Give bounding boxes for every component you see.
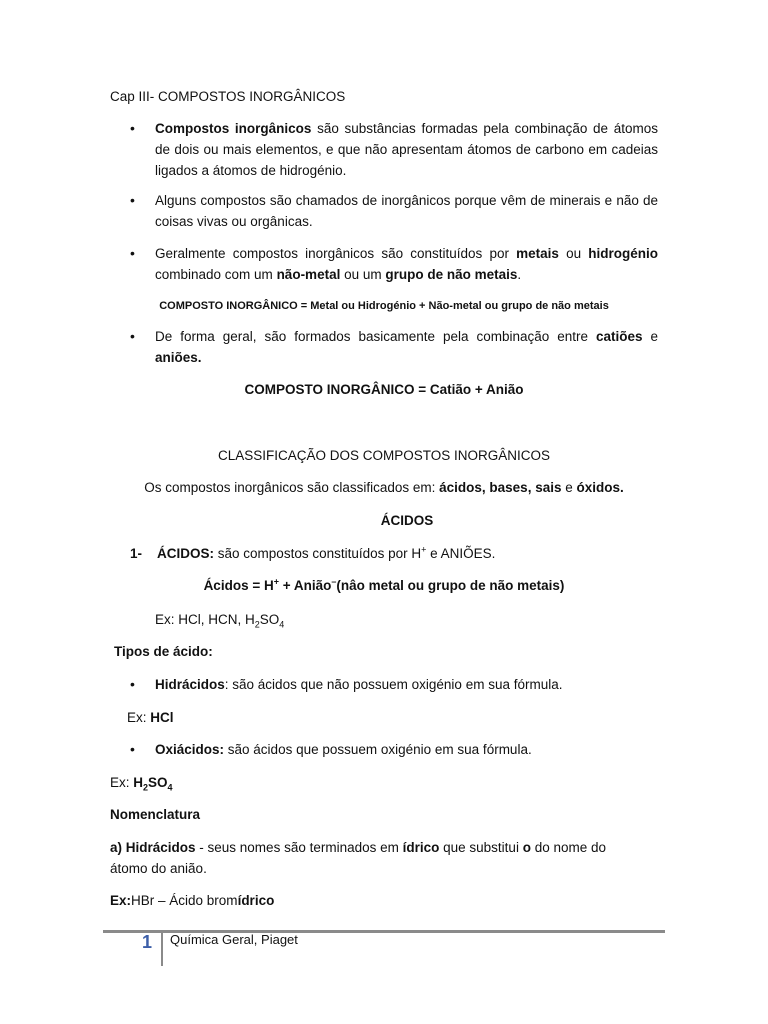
bullet-paragraph-3: Geralmente compostos inorgânicos são constituídos por metais ou hidrogénio combinado com um não-metal ou um grupo de não metais. (155, 246, 658, 282)
page-number: 1 (142, 932, 153, 952)
bullet-icon: • (130, 741, 135, 757)
hidracidos-example: Ex: HCl (127, 710, 174, 725)
acid-definition: 1- ÁCIDOS: são compostos constituídos por H+ e ANIÕES. (130, 544, 496, 561)
oxiacidos-definition: Oxiácidos: são ácidos que possuem oxigénio em sua fórmula. (155, 742, 532, 757)
nomenclatura-heading: Nomenclatura (110, 807, 201, 822)
footer-divider (161, 930, 163, 966)
formula-composto-inorganico-detalhada: COMPOSTO INORGÂNICO = Metal ou Hidrogénio + Não-metal ou grupo de não metais (159, 300, 609, 312)
classification-heading: CLASSIFICAÇÃO DOS COMPOSTOS INORGÂNICOS (217, 448, 551, 463)
classification-text: Os compostos inorgânicos são classificados em: ácidos, bases, sais e óxidos. (144, 480, 624, 495)
bullet-icon: • (130, 120, 135, 136)
chapter-title: Cap III- COMPOSTOS INORGÂNICOS (110, 89, 346, 104)
bullet-icon: • (130, 192, 135, 208)
bullet-paragraph-4: De forma geral, são formados basicamente pela combinação entre catiões e aniões. (155, 329, 658, 365)
bullet-paragraph-2: Alguns compostos são chamados de inorgânicos porque vêm de minerais e não de coisas vivas ou orgânicas. (155, 193, 658, 229)
hidracidos-definition: Hidrácidos: são ácidos que não possuem oxigénio em sua fórmula. (155, 677, 563, 692)
bullet-icon: • (130, 245, 135, 261)
acid-formula: Ácidos = H+ + Anião–(nâo metal ou grupo de não metais) (203, 576, 565, 593)
bullet-paragraph-1: Compostos inorgânicos são substâncias formadas pela combinação de átomos de dois ou mais elementos, e que não apresentam átomos de carbono em cadeias ligados a átomos de hidrogénio. (155, 121, 658, 178)
bullet-icon: • (130, 676, 135, 692)
oxiacidos-example: Ex: $H_2SO_4$ (110, 775, 173, 793)
acid-types-heading: Tipos de ácido: (114, 644, 213, 659)
nomenclatura-example: Ex:HBr – Ácido bromídrico (110, 893, 275, 908)
acid-examples: Ex: HCl, HCN, $H_2SO_4$ (155, 612, 285, 630)
acids-heading: ÁCIDOS (380, 513, 434, 528)
bullet-icon: • (130, 328, 135, 344)
formula-composto-inorganico-simples: COMPOSTO INORGÂNICO = Catião + Anião (244, 382, 524, 397)
footer-text: Química Geral, Piaget (170, 932, 298, 947)
nomenclatura-hidracidos: a) Hidrácidos - seus nomes são terminados em ídrico que substitui o do nome do átomo do anião. (110, 840, 607, 876)
